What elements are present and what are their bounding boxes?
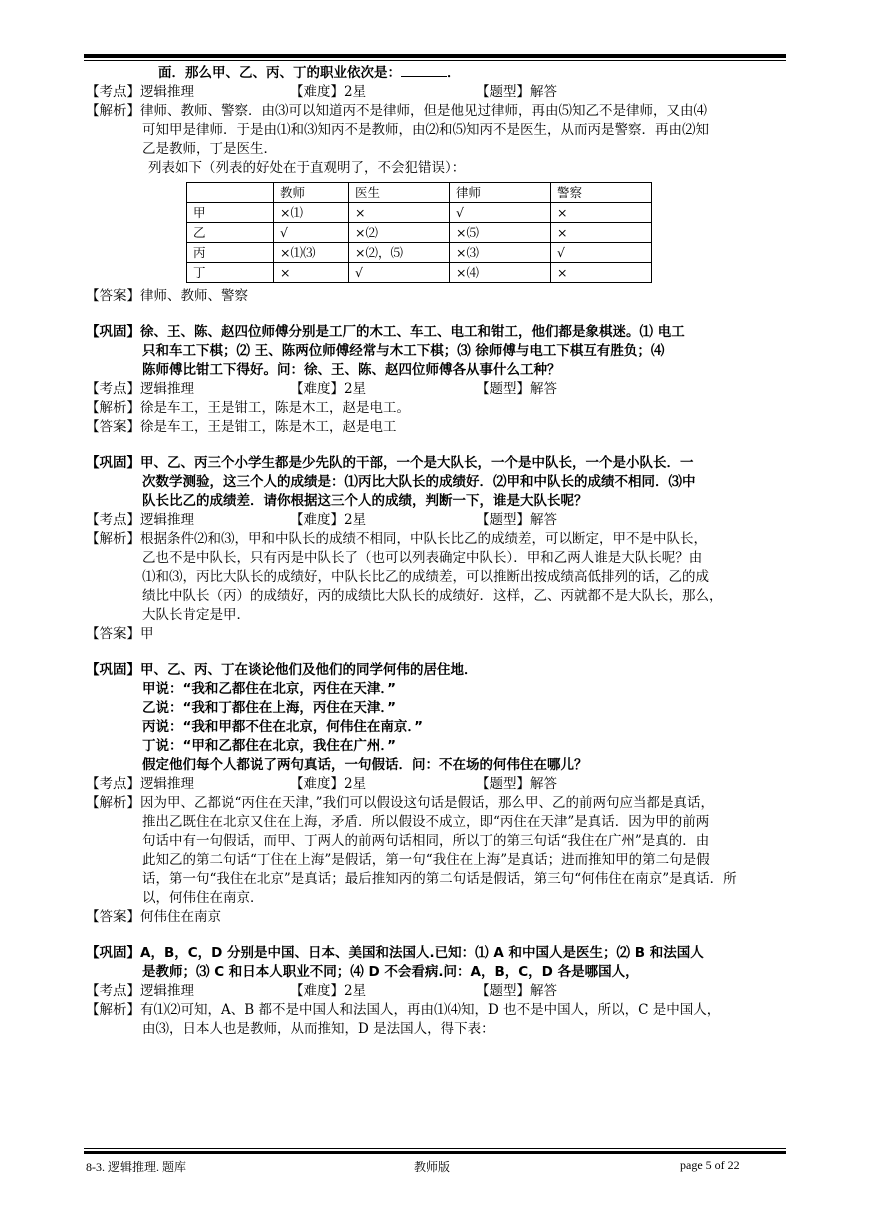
problem1-table-intro: 列表如下（列表的好处在于直观明了，不会犯错误）： xyxy=(148,160,466,176)
problem4-analysis-line: 句话中有一句假话，而甲、丁两人的前两句话相同，所以丁的第三句话“我住在广州”是真的．由 xyxy=(142,833,710,849)
table-row: 丁 × √ ×⑷ × xyxy=(187,263,652,283)
problem3-analysis-line: 大队长肯定是甲． xyxy=(142,607,250,623)
problem3-question: 【巩固】甲、乙、丙三个小学生都是少先队的干部，一个是大队长，一个是中队长，一个是小队长．一 xyxy=(86,455,694,471)
problem1-analysis: 【解析】律师、教师、警察．由⑶可以知道丙不是律师，但是他见过律师，再由⑸知乙不是律师，又由⑷ xyxy=(86,103,707,119)
problem4-answer: 【答案】何伟住在南京 xyxy=(86,909,221,925)
problem4-question-line: 甲说：“我和乙都住在北京，丙住在天津．” xyxy=(142,681,396,697)
table-row: 丙 ×⑴⑶ ×⑵，⑸ ×⑶ √ xyxy=(187,243,652,263)
problem4-question-line: 丁说：“甲和乙都住在北京，我住在广州．” xyxy=(142,738,396,754)
problem4-question-line: 假定他们每个人都说了两句真话，一句假话．问：不在场的何伟住在哪儿？ xyxy=(142,757,588,773)
header-rule-thin xyxy=(84,60,786,61)
problem1-question-tail: 面．那么甲、乙、丙、丁的职业依次是： ． xyxy=(158,65,461,81)
problem4-analysis-line: 话，第一句“我住在北京”是真话；最后推知丙的第二句话是假话，第三句“何伟住在南京”是真话．所 xyxy=(142,871,737,887)
footer-rule-thick xyxy=(84,1151,786,1154)
problem4-question: 【巩固】甲、乙、丙、丁在谈论他们及他们的同学何伟的居住地． xyxy=(86,662,478,678)
problem5-question-line: 是教师；⑶ C 和日本人职业不同；⑷ D 不会看病.问：A，B，C，D 各是哪国人， xyxy=(142,964,639,980)
problem4-meta: 【考点】逻辑推理 【难度】2星 【题型】解答 xyxy=(86,776,557,792)
problem4-analysis-line: 推出乙既住在北京又住在上海，矛盾．所以假设不成立，即“丙住在天津”是真话．因为甲的前两 xyxy=(142,814,710,830)
problem2-meta: 【考点】逻辑推理 【难度】2星 【题型】解答 xyxy=(86,381,557,397)
problem2-question: 【巩固】徐、王、陈、赵四位师傅分别是工厂的木工、车工、电工和钳工，他们都是象棋迷。⑴ 电工 xyxy=(86,324,685,340)
footer-left: 8-3. 逻辑推理. 题库 xyxy=(86,1160,186,1174)
problem3-answer: 【答案】甲 xyxy=(86,626,154,642)
problem2-answer: 【答案】徐是车工，王是钳工，陈是木工，赵是电工 xyxy=(86,419,397,435)
problem5-analysis-line: 由⑶，日本人也是教师，从而推知，D 是法国人，得下表： xyxy=(142,1021,495,1037)
problem4-analysis-line: 此知乙的第二句话“丁住在上海”是假话，第一句“我住在上海”是真话；进而推知甲的第二句是假 xyxy=(142,852,710,868)
header-rule-thick xyxy=(84,54,786,58)
footer-center: 教师版 xyxy=(414,1160,451,1174)
problem2-analysis: 【解析】徐是车工，王是钳工，陈是木工，赵是电工。 xyxy=(86,400,410,416)
table-row: 甲 ×⑴ × √ × xyxy=(187,203,652,223)
answer-blank xyxy=(401,63,447,77)
problem4-question-line: 乙说：“我和丁都住在上海，丙住在天津．” xyxy=(142,700,396,716)
problem1-answer: 【答案】律师、教师、警察 xyxy=(86,288,248,304)
table-row: 乙 √ ×⑵ ×⑸ × xyxy=(187,223,652,243)
problem1-meta: 【考点】逻辑推理 【难度】2星 【题型】解答 xyxy=(86,84,557,100)
problem5-meta: 【考点】逻辑推理 【难度】2星 【题型】解答 xyxy=(86,983,557,999)
problem3-meta: 【考点】逻辑推理 【难度】2星 【题型】解答 xyxy=(86,512,557,528)
problem3-analysis-line: ⑴和⑶，丙比大队长的成绩好，中队长比乙的成绩差，可以推断出按成绩高低排列的话，乙的成 xyxy=(142,569,709,585)
problem3-question-line: 队长比乙的成绩差．请你根据这三个人的成绩，判断一下，谁是大队长呢？ xyxy=(142,493,588,509)
problem4-analysis-line: 以，何伟住在南京． xyxy=(142,890,264,906)
problem5-question: 【巩固】A，B，C，D 分别是中国、日本、美国和法国人.已知：⑴ A 和中国人是医生；⑵ B 和法国人 xyxy=(86,945,704,961)
problem4-question-line: 丙说：“我和甲都不住在北京，何伟住在南京．” xyxy=(142,719,423,735)
problem4-analysis: 【解析】因为甲、乙都说“丙住在天津，”我们可以假设这句话是假话，那么甲、乙的前两句应当都是真话， xyxy=(86,795,715,811)
problem1-analysis-line: 乙是教师，丁是医生． xyxy=(142,141,277,157)
page-content xyxy=(86,63,786,1039)
problem2-question-line: 陈师傅比钳工下得好。问：徐、王、陈、赵四位师傅各从事什么工种？ xyxy=(142,362,561,378)
problem2-question-line: 只和车工下棋；⑵ 王、陈两位师傅经常与木工下棋；⑶ 徐师傅与电工下棋互有胜负；⑷ xyxy=(142,343,665,359)
problem5-analysis: 【解析】有⑴⑵可知，A、B 都不是中国人和法国人，再由⑴⑷知，D 也不是中国人，所以，C 是中国人， xyxy=(86,1002,721,1018)
footer-rule-thin xyxy=(84,1148,786,1149)
problem3-analysis-line: 绩比中队长（丙）的成绩好，丙的成绩比大队长的成绩好．这样，乙、丙就都不是大队长，那么， xyxy=(142,588,723,604)
problem3-analysis-line: 乙也不是中队长，只有丙是中队长了（也可以列表确定中队长）．甲和乙两人谁是大队长呢？由 xyxy=(142,550,703,566)
problem1-analysis-line: 可知甲是律师．于是由⑴和⑶知丙不是教师，由⑵和⑸知丙不是医生，从而丙是警察．再由⑵知 xyxy=(142,122,709,138)
problem3-analysis: 【解析】根据条件⑵和⑶，甲和中队长的成绩不相同，中队长比乙的成绩差，可以断定，甲不是中队长， xyxy=(86,531,707,547)
problem3-question-line: 次数学测验，这三个人的成绩是：⑴丙比大队长的成绩好．⑵甲和中队长的成绩不相同．⑶中 xyxy=(142,474,696,490)
footer-page-number: page 5 of 22 xyxy=(680,1158,740,1172)
problem1-table xyxy=(186,182,652,283)
table-row: 教师 医生 律师 警察 xyxy=(187,183,652,203)
